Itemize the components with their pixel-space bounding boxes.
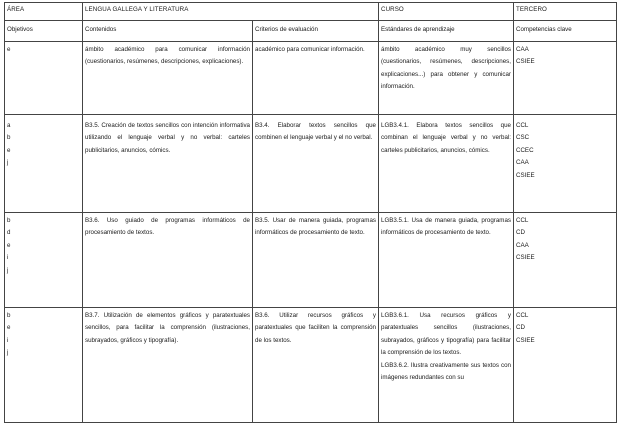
contents-cell: B3.7. Utilización de elementos gráficos y paratextuales sencillos, para facilitar la comprensión (ilustraciones, subrayados, gráficos y tipografía). (83, 308, 253, 423)
column-header-criteria: Criterios de evaluación (253, 21, 379, 42)
objective-letter: b (7, 217, 11, 224)
subject-title: LENGUA GALLEGA Y LITERATURA (83, 3, 379, 21)
contents-cell: ámbito académico para comunicar información (cuestionarios, resúmenes, descripciones, explicaciones). (83, 42, 253, 115)
column-header-standards: Estándares de aprendizaje (379, 21, 514, 42)
competence-code: CCEC (516, 146, 534, 154)
standards-cell (379, 308, 514, 423)
competence-code: CCL (516, 122, 529, 129)
curriculum-table (4, 2, 617, 423)
objective-letter: a (7, 122, 11, 129)
objective-letter: j (7, 266, 9, 274)
course-label: CURSO (379, 3, 514, 21)
objectives-cell (5, 213, 83, 308)
objective-letter: b (7, 134, 11, 142)
objective-letter: e (7, 146, 11, 154)
column-header-row (5, 21, 617, 42)
competence-code: CD (516, 229, 525, 237)
competences-cell (514, 42, 617, 115)
objective-letter: b (7, 312, 11, 319)
competence-code: CSIEE (516, 336, 535, 344)
column-header-contents: Contenidos (83, 21, 253, 42)
objective-letter: j (7, 349, 9, 357)
competences-cell (514, 308, 617, 423)
contents-cell: B3.6. Uso guiado de programas informáticos de procesamiento de textos. (83, 213, 253, 308)
contents-cell: B3.5. Creación de textos sencillos con intención informativa utilizando el lenguaje verbal y no verbal: carteles publicitarios, anuncios, cómics. (83, 115, 253, 213)
course-value: TERCERO (514, 3, 617, 21)
competence-code: CAA (516, 159, 529, 167)
competence-code: CAA (516, 241, 529, 249)
header-row (5, 3, 617, 21)
competence-code: CSIEE (516, 171, 535, 179)
competence-code: CCL (516, 312, 529, 319)
competence-code: CSIEE (516, 58, 535, 66)
competences-cell (514, 115, 617, 213)
objectives-cell (5, 115, 83, 213)
standard-item: LGB3.6.1. Usa recursos gráficos y paratextuales sencillos (ilustraciones, subrayados, gráficos y tipografía) para facilitar la comprensión de los textos. (381, 312, 511, 357)
objective-letter: e (7, 324, 11, 332)
criteria-cell: académico para comunicar información. (253, 42, 379, 115)
standards-cell: LGB3.4.1. Elabora textos sencillos que combinan el lenguaje verbal y no verbal: carteles publicitarios, anuncios, cómics. (379, 115, 514, 213)
objective-letter: e (7, 46, 11, 53)
standards-cell: LGB3.5.1. Usa de manera guiada, programas informáticos de procesamiento de texto. (379, 213, 514, 308)
competence-code: CD (516, 324, 525, 332)
table-row (5, 213, 617, 308)
area-label: ÁREA (5, 3, 83, 21)
column-header-objectives: Objetivos (5, 21, 83, 42)
objective-letter: i (7, 336, 9, 344)
objective-letter: i (7, 254, 9, 262)
objectives-cell (5, 308, 83, 423)
table-row (5, 115, 617, 213)
competences-cell (514, 213, 617, 308)
objectives-cell (5, 42, 83, 115)
table-row (5, 308, 617, 423)
criteria-cell: B3.5. Usar de manera guiada, programas informáticos de procesamiento de texto. (253, 213, 379, 308)
table-row (5, 42, 617, 115)
standard-item: LGB3.6.2. Ilustra creativamente sus textos con imágenes redundantes con su (381, 361, 511, 382)
competence-code: CCL (516, 217, 529, 224)
competence-code: CSIEE (516, 254, 535, 262)
column-header-competences: Competencias clave (514, 21, 617, 42)
criteria-cell: B3.4. Elaborar textos sencillos que combinen el lenguaje verbal y el no verbal. (253, 115, 379, 213)
criteria-cell: B3.6. Utilizar recursos gráficos y paratextuales que faciliten la comprensión de los textos. (253, 308, 379, 423)
objective-letter: j (7, 159, 9, 167)
standards-cell: ámbito académico muy sencillos (cuestionarios, resúmenes, descripciones, explicaciones...) para obtener y comunicar información. (379, 42, 514, 115)
competence-code: CAA (516, 46, 529, 53)
objective-letter: e (7, 241, 11, 249)
objective-letter: d (7, 229, 11, 237)
competence-code: CSC (516, 134, 530, 142)
